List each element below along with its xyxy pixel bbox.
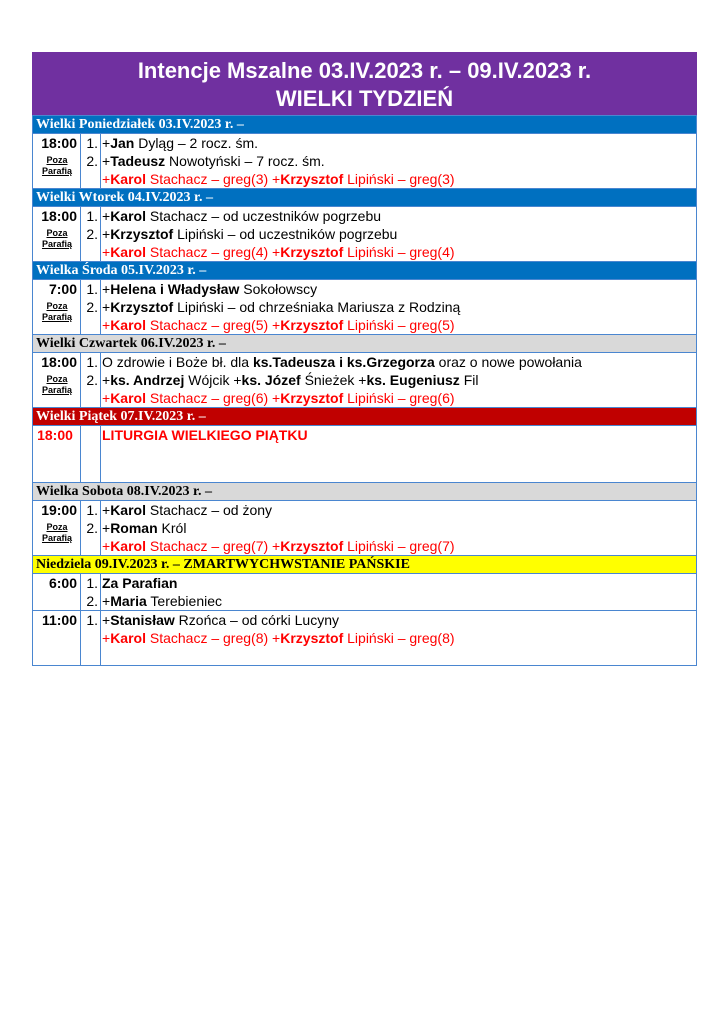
poza-parafia-note (33, 374, 77, 396)
intention-text: Stanisław (110, 612, 175, 628)
intention-text: Lipiński – od uczestników pogrzebu (173, 226, 398, 242)
intention-line (102, 170, 696, 188)
day-header-row (33, 262, 697, 280)
poza-line-1: Poza (46, 522, 68, 532)
mass-row (33, 134, 697, 189)
intention-text: Lipiński – greg(8) (343, 630, 455, 646)
intention-text: Stachacz – od żony (145, 502, 273, 518)
intention-text: Karol (110, 502, 146, 518)
intention-text: Lipiński – od chrześniaka Mariusza z Rodziną (173, 299, 461, 315)
intention-text: Krzysztof (280, 390, 344, 406)
intention-text: Karol (110, 244, 146, 260)
intention-text: ks.Tadeusza i ks.Grzegorza (252, 354, 435, 370)
mass-time-cell (33, 574, 81, 611)
mass-time-cell (33, 611, 81, 666)
intention-text: + (102, 390, 111, 406)
poza-line-2: Parafią (41, 239, 73, 249)
mass-row (33, 501, 697, 556)
intention-text: + (102, 593, 111, 609)
day-header-row (33, 116, 697, 134)
intention-line (102, 611, 696, 629)
intention-text: Stachacz – greg(3) + (145, 171, 281, 187)
mass-row (33, 280, 697, 335)
mass-row (33, 611, 697, 666)
intention-text: Fil (459, 372, 479, 388)
mass-intentions-cell (101, 353, 697, 408)
intention-text: Maria (110, 593, 147, 609)
poza-line-2: Parafią (41, 385, 73, 395)
intention-text: Za Parafian (102, 575, 178, 591)
poza-line-2: Parafią (41, 166, 73, 176)
intention-line (102, 574, 696, 592)
mass-time-cell (33, 501, 81, 556)
intention-text: Krzysztof (110, 226, 174, 242)
mass-time: 18:00 (41, 208, 77, 224)
intention-text: Karol (110, 171, 146, 187)
mass-row (33, 574, 697, 611)
intention-text: Śnieżek + (300, 372, 367, 388)
poza-parafia-note (33, 155, 77, 177)
intention-line (102, 501, 696, 519)
intention-text: Krzysztof (110, 299, 174, 315)
day-header-row (33, 556, 697, 574)
intention-text: Jan (110, 135, 135, 151)
intention-text: Dyląg – 2 rocz. śm. (134, 135, 259, 151)
intention-text: Tadeusz (110, 153, 166, 169)
mass-time-cell (33, 134, 81, 189)
intention-line (102, 592, 696, 610)
intention-text: ks. Józef (241, 372, 301, 388)
intention-line (102, 207, 696, 225)
intention-number: 2. (86, 520, 98, 536)
intention-line (102, 353, 696, 371)
intention-text: Krzysztof (280, 244, 344, 260)
intention-text: Sokołowscy (239, 281, 318, 297)
intention-text: Terebieniec (146, 593, 223, 609)
intention-text: + (102, 171, 111, 187)
intention-number: 1. (86, 354, 98, 370)
poza-parafia-note (33, 228, 77, 250)
intention-line (102, 537, 696, 555)
intention-text: Lipiński – greg(6) (343, 390, 455, 406)
mass-time: 18:00 (37, 427, 73, 443)
mass-time-cell (33, 353, 81, 408)
day-header: Wielki Czwartek 06.IV.2023 r. – (33, 335, 697, 353)
intention-text: + (102, 372, 111, 388)
intention-line (102, 243, 696, 261)
intention-text: + (102, 135, 111, 151)
intention-text: ks. Eugeniusz (366, 372, 460, 388)
intention-number: 2. (86, 226, 98, 242)
intention-text: Stachacz – greg(5) + (145, 317, 281, 333)
intentions-sheet (32, 52, 697, 666)
day-header-row (33, 408, 697, 426)
intention-number: 1. (86, 502, 98, 518)
mass-row (33, 426, 697, 483)
poza-parafia-note (33, 522, 77, 544)
intention-line (102, 298, 696, 316)
intention-text: Stachacz – greg(6) + (145, 390, 281, 406)
mass-intentions-cell (101, 134, 697, 189)
title-line-1: Intencje Mszalne 03.IV.2023 r. – 09.IV.2023 r. (137, 58, 592, 83)
intention-text: Karol (110, 630, 146, 646)
mass-intentions-cell (101, 501, 697, 556)
mass-time: 18:00 (41, 135, 77, 151)
intention-text: + (102, 538, 111, 554)
intention-text: Lipiński – greg(4) (343, 244, 455, 260)
intention-text: ks. Andrzej (110, 372, 185, 388)
intention-text: Krzysztof (280, 171, 344, 187)
intention-line (102, 426, 696, 444)
day-header: Niedziela 09.IV.2023 r. – ZMARTWYCHWSTANIE PAŃSKIE (33, 556, 697, 574)
intention-text: + (102, 520, 111, 536)
day-header-row (33, 189, 697, 207)
intention-text: Roman (110, 520, 158, 536)
intention-text: + (102, 153, 111, 169)
poza-line-2: Parafią (41, 533, 73, 543)
intention-number: 1. (86, 135, 98, 151)
intention-text: Lipiński – greg(7) (343, 538, 455, 554)
intention-text: Nowotyński – 7 rocz. śm. (165, 153, 325, 169)
intention-text: + (102, 281, 111, 297)
intention-text: + (102, 317, 111, 333)
intention-number: 2. (86, 372, 98, 388)
mass-intentions-cell (101, 207, 697, 262)
intention-text: Stachacz – od uczestników pogrzebu (145, 208, 382, 224)
intention-number: 2. (86, 153, 98, 169)
intention-line (102, 316, 696, 334)
title-line-2: WIELKI TYDZIEŃ (275, 86, 454, 111)
intention-text: Lipiński – greg(3) (343, 171, 455, 187)
mass-time: 18:00 (41, 354, 77, 370)
intention-number: 1. (86, 208, 98, 224)
day-header: Wielki Piątek 07.IV.2023 r. – (33, 408, 697, 426)
intention-text: Król (157, 520, 187, 536)
poza-line-1: Poza (46, 374, 68, 384)
mass-row (33, 353, 697, 408)
intention-text: Wójcik + (184, 372, 242, 388)
intention-text: + (102, 612, 111, 628)
intention-line (102, 134, 696, 152)
intention-text: + (102, 208, 111, 224)
mass-time: 19:00 (41, 502, 77, 518)
intention-line (102, 280, 696, 298)
intention-number: 1. (86, 612, 98, 628)
intention-number: 1. (86, 281, 98, 297)
intention-text: O zdrowie i Boże bł. dla (102, 354, 253, 370)
intention-line (102, 371, 696, 389)
intention-line (102, 519, 696, 537)
day-header-row (33, 483, 697, 501)
intention-text: Karol (110, 208, 146, 224)
intention-text: Stachacz – greg(8) + (145, 630, 281, 646)
mass-number-cell (81, 611, 101, 666)
mass-intentions-cell (101, 280, 697, 335)
intention-text: Helena i Władysław (110, 281, 240, 297)
day-header: Wielka Środa 05.IV.2023 r. – (33, 262, 697, 280)
intention-text: Karol (110, 390, 146, 406)
intention-line (102, 225, 696, 243)
mass-number-cell (81, 501, 101, 556)
day-header-row (33, 335, 697, 353)
intention-text: + (102, 226, 111, 242)
intention-text: Krzysztof (280, 317, 344, 333)
mass-time-cell (33, 426, 81, 483)
poza-line-1: Poza (46, 228, 68, 238)
mass-number-cell (81, 207, 101, 262)
intention-text: Krzysztof (280, 538, 344, 554)
mass-row (33, 207, 697, 262)
mass-time: 11:00 (41, 612, 77, 628)
intention-text: + (102, 299, 111, 315)
intention-text: Lipiński – greg(5) (343, 317, 455, 333)
intention-line (102, 152, 696, 170)
intention-text: Karol (110, 317, 146, 333)
mass-intentions-cell (101, 611, 697, 666)
mass-number-cell (81, 353, 101, 408)
poza-line-1: Poza (46, 155, 68, 165)
intention-number: 2. (86, 299, 98, 315)
day-header: Wielki Wtorek 04.IV.2023 r. – (33, 189, 697, 207)
mass-time-cell (33, 280, 81, 335)
mass-number-cell (81, 426, 101, 483)
intention-number: 2. (86, 593, 98, 609)
intention-text: + (102, 630, 111, 646)
mass-number-cell (81, 280, 101, 335)
intention-text: Stachacz – greg(4) + (145, 244, 281, 260)
intention-line (102, 389, 696, 407)
intention-text: oraz o nowe powołania (434, 354, 582, 370)
intention-text: Rzońca – od córki Lucyny (174, 612, 339, 628)
intention-text: LITURGIA WIELKIEGO PIĄTKU (102, 427, 308, 443)
schedule-table (32, 115, 697, 666)
day-header: Wielki Poniedziałek 03.IV.2023 r. – (33, 116, 697, 134)
poza-parafia-note (33, 301, 77, 323)
day-header: Wielka Sobota 08.IV.2023 r. – (33, 483, 697, 501)
intention-text: Karol (110, 538, 146, 554)
intention-text: + (102, 244, 111, 260)
intention-text: Krzysztof (280, 630, 344, 646)
mass-time: 7:00 (48, 281, 77, 297)
mass-number-cell (81, 134, 101, 189)
page-title (32, 52, 697, 115)
poza-line-2: Parafią (41, 312, 73, 322)
intention-number: 1. (86, 575, 98, 591)
intention-text: Stachacz – greg(7) + (145, 538, 281, 554)
mass-number-cell (81, 574, 101, 611)
mass-intentions-cell (101, 574, 697, 611)
poza-line-1: Poza (46, 301, 68, 311)
mass-time: 6:00 (48, 575, 77, 591)
mass-time-cell (33, 207, 81, 262)
intention-text: + (102, 502, 111, 518)
intention-line (102, 629, 696, 647)
mass-intentions-cell (101, 426, 697, 483)
